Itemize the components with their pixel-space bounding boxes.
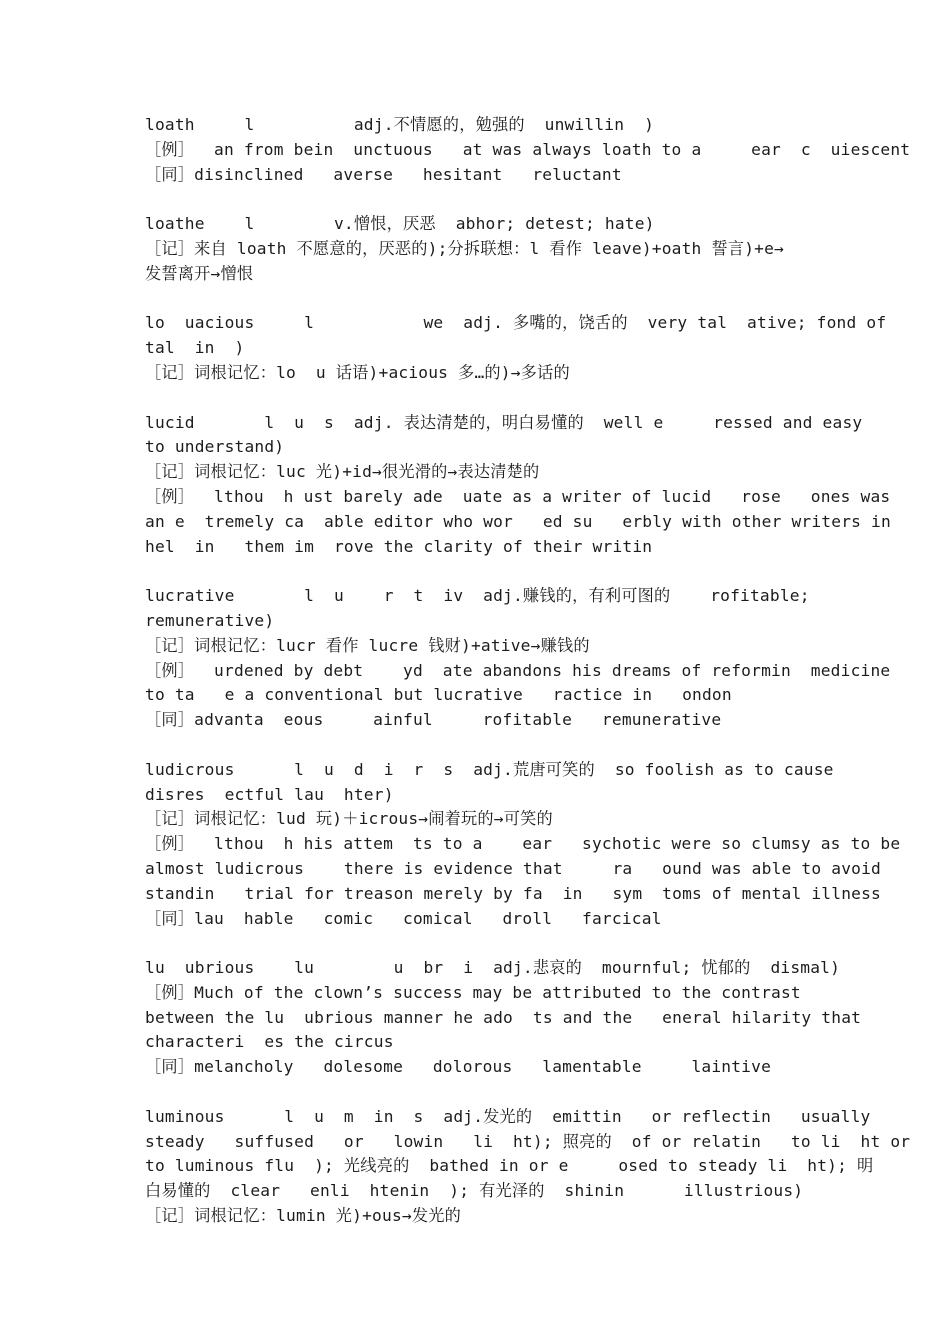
entry-spacer: [145, 733, 875, 758]
headword-line: lo uacious l we adj. 多嘴的，饶舌的 very tal ative; fond of: [145, 313, 887, 333]
entry-line: tal in ): [145, 338, 245, 358]
entry-line: ［记］词根记忆：lud 玩)＋icrous→闹着玩的→可笑的: [145, 809, 553, 829]
entry-line: characteri es the circus: [145, 1032, 394, 1052]
headword-line: lucrative l u r t iv adj.赚钱的，有利可图的 rofitable;: [145, 586, 810, 606]
headword-line: ludicrous l u d i r s adj.荒唐可笑的 so foolish as to cause: [145, 759, 834, 779]
entry-line: ［例］ lthou h ust barely ade uate as a writer of lucid rose ones was: [145, 486, 891, 506]
entry-line: ［同］lau hable comic comical droll farcical: [145, 908, 662, 928]
entry-line: ［记］词根记忆：lumin 光)+ous→发光的: [145, 1206, 461, 1226]
entry-line: ［例］Much of the clown’s success may be attributed to the contrast: [145, 982, 801, 1002]
headword-line: loath l adj.不情愿的，勉强的 unwillin ): [145, 115, 655, 134]
entry-line: to luminous flu ); 光线亮的 bathed in or e osed to steady li ht); 明: [145, 1156, 874, 1176]
entry-line: ［同］melancholy dolesome dolorous lamentable laintive: [145, 1057, 772, 1077]
entry-loquacious: [145, 311, 887, 385]
entry-spacer: [145, 386, 875, 411]
entry-line: remunerative): [145, 610, 275, 630]
headword-line: lu ubrious lu u br i adj.悲哀的 mournful; 忧郁的 dismal): [145, 958, 841, 978]
entry-spacer: [145, 931, 875, 956]
entry-line: steady suffused or lowin li ht); 照亮的 of or relatin to li ht or: [145, 1131, 911, 1151]
entry-line: 白易懂的 clear enli htenin ); 有光泽的 shinin illustrious): [145, 1181, 804, 1201]
headword-line: loathe l v.憎恨，厌恶 abhor; detest; hate): [145, 214, 655, 234]
document-body: [145, 113, 911, 1229]
entry-luminous: [145, 1105, 911, 1229]
headword-line: lucid l u s adj. 表达清楚的，明白易懂的 well e ressed and easy: [145, 412, 863, 432]
entry-line: to ta e a conventional but lucrative ractice in ondon: [145, 685, 732, 705]
entry-line: disres ectful lau hter): [145, 784, 394, 804]
entry-line: ［记］来自 loath 不愿意的，厌恶的);分拆联想：l 看作 leave)+oath 誓言)+e→: [145, 238, 785, 258]
entry-line: ［例］ urdened by debt yd ate abandons his dreams of reformin medicine: [145, 660, 891, 680]
entry-line: ［记］词根记忆：lucr 看作 lucre 钱财)+ative→赚钱的: [145, 635, 590, 655]
entry-line: standin trial for treason merely by fa in sym toms of mental illness: [145, 883, 881, 903]
entry-spacer: [145, 287, 875, 312]
entry-line: ［记］词根记忆：lo u 话语)+acious 多…的)→多话的: [145, 362, 570, 382]
entry-line: ［例］ an from bein unctuous at was always loath to a ear c uiescent: [145, 139, 911, 159]
entry-loathe: [145, 212, 875, 286]
entry-line: between the lu ubrious manner he ado ts and the eneral hilarity that: [145, 1007, 862, 1027]
entry-spacer: [145, 187, 875, 212]
entry-loath: [145, 113, 911, 187]
entry-lucid: [145, 411, 891, 560]
entry-line: ［记］词根记忆：luc 光)+id→很光滑的→表达清楚的: [145, 462, 540, 482]
entry-line: ［同］advanta eous ainful rofitable remunerative: [145, 710, 722, 730]
entry-line: hel in them im rove the clarity of their writin: [145, 536, 653, 556]
entry-line: almost ludicrous there is evidence that ra ound was able to avoid: [145, 858, 881, 878]
entry-lucrative: [145, 584, 891, 733]
headword-line: luminous l u m in s adj.发光的 emittin or reflectin usually: [145, 1106, 871, 1126]
entry-lugubrious: [145, 956, 875, 1080]
entry-ludicrous: [145, 758, 901, 932]
entry-line: ［例］ lthou h his attem ts to a ear sychotic were so clumsy as to be: [145, 834, 901, 854]
entry-spacer: [145, 559, 875, 584]
entry-line: ［同］disinclined averse hesitant reluctant: [145, 164, 622, 184]
entry-line: an e tremely ca able editor who wor ed su erbly with other writers in: [145, 511, 891, 531]
entry-line: 发誓离开→憎恨: [145, 263, 254, 283]
entry-line: to understand): [145, 437, 285, 457]
entry-spacer: [145, 1080, 875, 1105]
